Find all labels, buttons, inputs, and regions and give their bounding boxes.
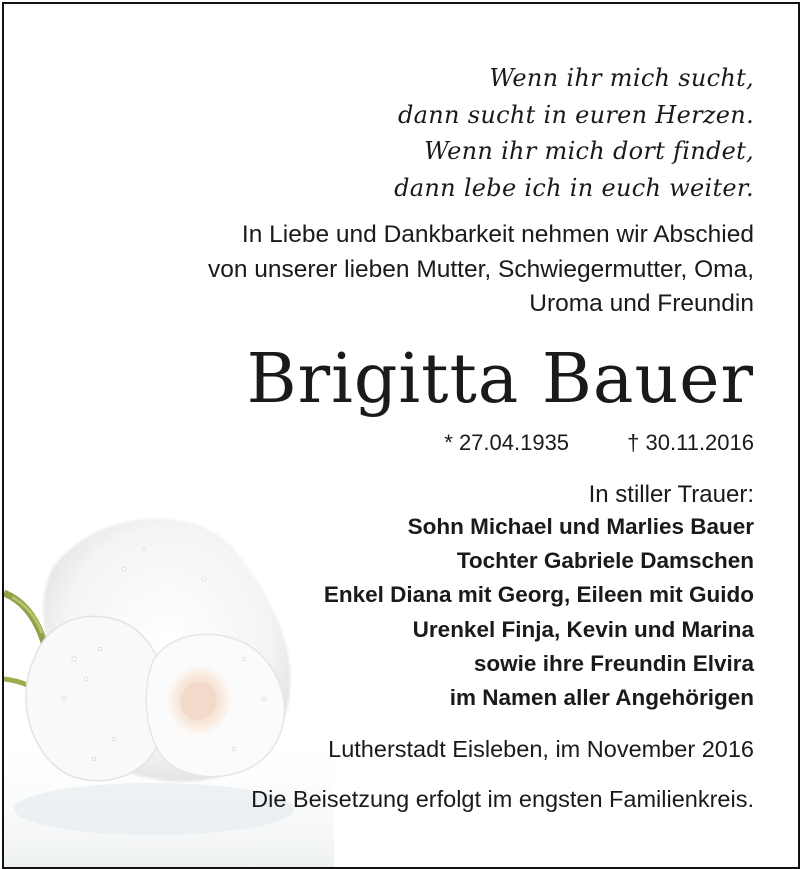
life-dates [444, 428, 754, 458]
mourner-line: sowie ihre Freundin Elvira [473, 650, 754, 676]
intro-line: Uroma und Freundin [529, 290, 754, 317]
poem-line: dann lebe ich in euch weiter. [394, 173, 754, 202]
birth-date: * 27.04.1935 [444, 430, 570, 455]
mourner-line: Urenkel Finja, Kevin und Marina [412, 616, 754, 642]
poem [394, 60, 754, 206]
mourner-line: Tochter Gabriele Damschen [456, 548, 754, 574]
intro-text [208, 218, 754, 322]
poem-line: Wenn ihr mich dort findet, [424, 137, 754, 165]
death-date: † 30.11.2016 [627, 430, 754, 455]
mourner-line: im Namen aller Angehörigen [449, 685, 754, 711]
mourner-line: Enkel Diana mit Georg, Eileen mit Guido [323, 582, 754, 608]
intro-line: von unserer lieben Mutter, Schwiegermutter, Oma, [207, 255, 754, 283]
mourner-line: Sohn Michael und Marlies Bauer [407, 514, 754, 539]
burial-note: Die Beisetzung erfolgt im engsten Familienkreis. [251, 786, 754, 812]
poem-line: dann sucht in euren Herzen. [398, 100, 754, 129]
intro-line: In Liebe und Dankbarkeit nehmen wir Abschied [241, 221, 754, 248]
obituary-notice [2, 2, 800, 869]
mourners-list [324, 510, 754, 715]
poem-line: Wenn ihr mich sucht, [489, 64, 754, 92]
place-date: Lutherstadt Eisleben, im November 2016 [328, 736, 754, 762]
mourning-heading: In stiller Trauer: [588, 481, 754, 508]
deceased-name: Brigitta Bauer [246, 340, 754, 419]
